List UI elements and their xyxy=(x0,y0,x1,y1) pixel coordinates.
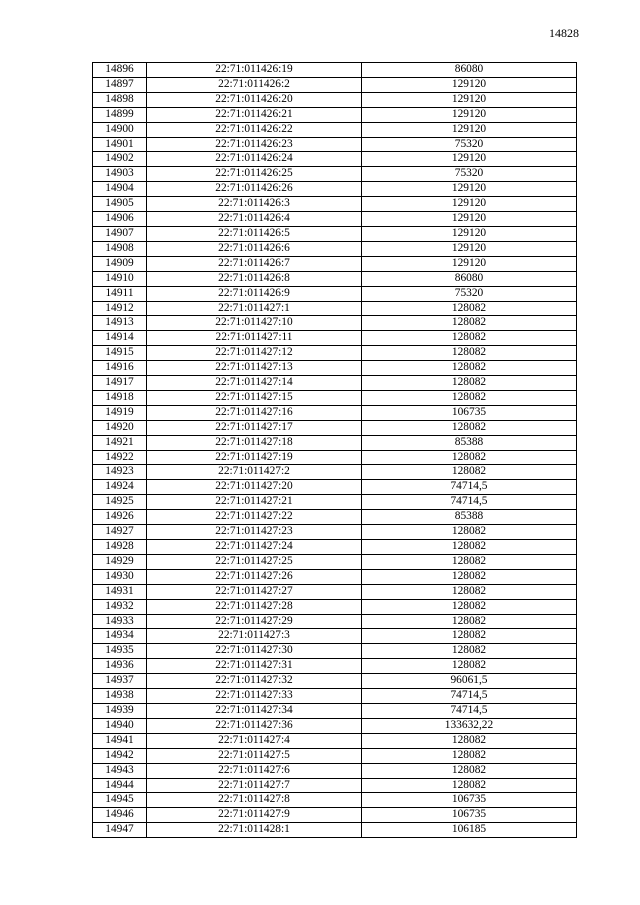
row-number-cell: 14904 xyxy=(93,182,147,197)
row-number-cell: 14930 xyxy=(93,569,147,584)
cadastral-number-cell: 22:71:011427:6 xyxy=(147,763,362,778)
cadastral-number-cell: 22:71:011426:24 xyxy=(147,152,362,167)
cadastral-value-cell: 106735 xyxy=(362,793,577,808)
row-number-cell: 14936 xyxy=(93,659,147,674)
table-row xyxy=(93,376,577,391)
table-row xyxy=(93,793,577,808)
table-row xyxy=(93,390,577,405)
cadastral-value-cell: 128082 xyxy=(362,778,577,793)
table-row xyxy=(93,405,577,420)
row-number-cell: 14924 xyxy=(93,480,147,495)
row-number-cell: 14937 xyxy=(93,674,147,689)
cadastral-value-cell: 106735 xyxy=(362,808,577,823)
table-row xyxy=(93,361,577,376)
row-number-cell: 14935 xyxy=(93,644,147,659)
cadastral-value-cell: 106185 xyxy=(362,823,577,838)
row-number-cell: 14900 xyxy=(93,122,147,137)
cadastral-value-cell: 128082 xyxy=(362,644,577,659)
table-row xyxy=(93,569,577,584)
cadastral-value-cell: 86080 xyxy=(362,271,577,286)
cadastral-number-cell: 22:71:011426:21 xyxy=(147,107,362,122)
row-number-cell: 14939 xyxy=(93,703,147,718)
table-row xyxy=(93,226,577,241)
cadastral-number-cell: 22:71:011426:25 xyxy=(147,167,362,182)
cadastral-value-cell: 128082 xyxy=(362,361,577,376)
cadastral-number-cell: 22:71:011427:10 xyxy=(147,316,362,331)
row-number-cell: 14913 xyxy=(93,316,147,331)
table-row xyxy=(93,480,577,495)
table-row xyxy=(93,331,577,346)
cadastral-number-cell: 22:71:011426:9 xyxy=(147,286,362,301)
table-row xyxy=(93,540,577,555)
cadastral-number-cell: 22:71:011426:19 xyxy=(147,63,362,78)
cadastral-value-cell: 128082 xyxy=(362,614,577,629)
table-row xyxy=(93,495,577,510)
table-row xyxy=(93,122,577,137)
table-row xyxy=(93,778,577,793)
row-number-cell: 14944 xyxy=(93,778,147,793)
cadastral-value-cell: 128082 xyxy=(362,748,577,763)
page-number: 14828 xyxy=(549,26,579,40)
cadastral-value-cell: 129120 xyxy=(362,212,577,227)
cadastral-value-cell: 129120 xyxy=(362,226,577,241)
row-number-cell: 14928 xyxy=(93,540,147,555)
row-number-cell: 14914 xyxy=(93,331,147,346)
cadastral-number-cell: 22:71:011427:21 xyxy=(147,495,362,510)
cadastral-value-cell: 128082 xyxy=(362,376,577,391)
table-row xyxy=(93,137,577,152)
table-row xyxy=(93,584,577,599)
cadastral-number-cell: 22:71:011427:12 xyxy=(147,346,362,361)
cadastral-value-cell: 129120 xyxy=(362,256,577,271)
cadastral-number-cell: 22:71:011426:26 xyxy=(147,182,362,197)
cadastral-value-cell: 128082 xyxy=(362,629,577,644)
cadastral-number-cell: 22:71:011427:17 xyxy=(147,420,362,435)
table-body xyxy=(93,63,577,838)
table-row xyxy=(93,748,577,763)
row-number-cell: 14927 xyxy=(93,525,147,540)
row-number-cell: 14907 xyxy=(93,226,147,241)
table-row xyxy=(93,465,577,480)
cadastral-number-cell: 22:71:011427:1 xyxy=(147,301,362,316)
cadastral-number-cell: 22:71:011427:26 xyxy=(147,569,362,584)
cadastral-number-cell: 22:71:011427:7 xyxy=(147,778,362,793)
cadastral-value-cell: 128082 xyxy=(362,420,577,435)
table-row xyxy=(93,256,577,271)
cadastral-value-cell: 128082 xyxy=(362,599,577,614)
table-row xyxy=(93,510,577,525)
table-row xyxy=(93,450,577,465)
row-number-cell: 14941 xyxy=(93,733,147,748)
cadastral-number-cell: 22:71:011427:28 xyxy=(147,599,362,614)
cadastral-value-cell: 129120 xyxy=(362,122,577,137)
row-number-cell: 14931 xyxy=(93,584,147,599)
table-row xyxy=(93,301,577,316)
cadastral-value-cell: 74714,5 xyxy=(362,495,577,510)
cadastral-number-cell: 22:71:011427:3 xyxy=(147,629,362,644)
cadastral-value-cell: 128082 xyxy=(362,525,577,540)
cadastral-number-cell: 22:71:011426:20 xyxy=(147,92,362,107)
row-number-cell: 14909 xyxy=(93,256,147,271)
row-number-cell: 14897 xyxy=(93,77,147,92)
cadastral-value-cell: 129120 xyxy=(362,77,577,92)
row-number-cell: 14915 xyxy=(93,346,147,361)
cadastral-value-cell: 75320 xyxy=(362,137,577,152)
table-row xyxy=(93,659,577,674)
table-row xyxy=(93,77,577,92)
table-row xyxy=(93,689,577,704)
row-number-cell: 14903 xyxy=(93,167,147,182)
cadastral-number-cell: 22:71:011428:1 xyxy=(147,823,362,838)
cadastral-number-cell: 22:71:011427:8 xyxy=(147,793,362,808)
row-number-cell: 14929 xyxy=(93,554,147,569)
table-row xyxy=(93,614,577,629)
cadastral-number-cell: 22:71:011426:22 xyxy=(147,122,362,137)
cadastral-value-cell: 85388 xyxy=(362,510,577,525)
row-number-cell: 14932 xyxy=(93,599,147,614)
cadastral-value-cell: 128082 xyxy=(362,540,577,555)
row-number-cell: 14908 xyxy=(93,241,147,256)
cadastral-value-cell: 128082 xyxy=(362,465,577,480)
row-number-cell: 14911 xyxy=(93,286,147,301)
cadastral-number-cell: 22:71:011427:16 xyxy=(147,405,362,420)
table-row xyxy=(93,644,577,659)
cadastral-number-cell: 22:71:011427:32 xyxy=(147,674,362,689)
cadastral-value-cell: 86080 xyxy=(362,63,577,78)
cadastral-number-cell: 22:71:011427:2 xyxy=(147,465,362,480)
cadastral-number-cell: 22:71:011427:33 xyxy=(147,689,362,704)
row-number-cell: 14906 xyxy=(93,212,147,227)
cadastral-number-cell: 22:71:011426:5 xyxy=(147,226,362,241)
row-number-cell: 14918 xyxy=(93,390,147,405)
cadastral-number-cell: 22:71:011427:22 xyxy=(147,510,362,525)
cadastral-value-cell: 129120 xyxy=(362,182,577,197)
table-row xyxy=(93,152,577,167)
table-row xyxy=(93,241,577,256)
cadastral-value-cell: 129120 xyxy=(362,92,577,107)
cadastral-number-cell: 22:71:011427:4 xyxy=(147,733,362,748)
cadastral-number-cell: 22:71:011427:5 xyxy=(147,748,362,763)
cadastral-number-cell: 22:71:011426:8 xyxy=(147,271,362,286)
cadastral-value-cell: 129120 xyxy=(362,152,577,167)
row-number-cell: 14933 xyxy=(93,614,147,629)
cadastral-value-table xyxy=(92,62,577,838)
row-number-cell: 14901 xyxy=(93,137,147,152)
table-row xyxy=(93,197,577,212)
cadastral-value-cell: 129120 xyxy=(362,241,577,256)
cadastral-number-cell: 22:71:011426:3 xyxy=(147,197,362,212)
row-number-cell: 14934 xyxy=(93,629,147,644)
cadastral-number-cell: 22:71:011427:15 xyxy=(147,390,362,405)
row-number-cell: 14902 xyxy=(93,152,147,167)
row-number-cell: 14921 xyxy=(93,435,147,450)
table-row xyxy=(93,63,577,78)
table-row xyxy=(93,808,577,823)
cadastral-number-cell: 22:71:011427:27 xyxy=(147,584,362,599)
row-number-cell: 14946 xyxy=(93,808,147,823)
row-number-cell: 14919 xyxy=(93,405,147,420)
table-row xyxy=(93,554,577,569)
row-number-cell: 14896 xyxy=(93,63,147,78)
cadastral-value-cell: 74714,5 xyxy=(362,689,577,704)
row-number-cell: 14940 xyxy=(93,718,147,733)
cadastral-number-cell: 22:71:011427:29 xyxy=(147,614,362,629)
cadastral-value-cell: 128082 xyxy=(362,346,577,361)
cadastral-number-cell: 22:71:011427:14 xyxy=(147,376,362,391)
cadastral-value-cell: 128082 xyxy=(362,554,577,569)
table-row xyxy=(93,107,577,122)
cadastral-number-cell: 22:71:011426:7 xyxy=(147,256,362,271)
cadastral-number-cell: 22:71:011427:36 xyxy=(147,718,362,733)
row-number-cell: 14926 xyxy=(93,510,147,525)
cadastral-number-cell: 22:71:011427:23 xyxy=(147,525,362,540)
cadastral-value-cell: 128082 xyxy=(362,450,577,465)
cadastral-number-cell: 22:71:011426:2 xyxy=(147,77,362,92)
cadastral-number-cell: 22:71:011427:13 xyxy=(147,361,362,376)
cadastral-value-cell: 106735 xyxy=(362,405,577,420)
row-number-cell: 14942 xyxy=(93,748,147,763)
cadastral-number-cell: 22:71:011427:19 xyxy=(147,450,362,465)
table-row xyxy=(93,92,577,107)
table-row xyxy=(93,733,577,748)
cadastral-value-cell: 128082 xyxy=(362,584,577,599)
table-row xyxy=(93,435,577,450)
row-number-cell: 14945 xyxy=(93,793,147,808)
cadastral-number-cell: 22:71:011427:34 xyxy=(147,703,362,718)
row-number-cell: 14947 xyxy=(93,823,147,838)
row-number-cell: 14917 xyxy=(93,376,147,391)
row-number-cell: 14925 xyxy=(93,495,147,510)
table-row xyxy=(93,629,577,644)
cadastral-value-cell: 129120 xyxy=(362,197,577,212)
row-number-cell: 14905 xyxy=(93,197,147,212)
row-number-cell: 14943 xyxy=(93,763,147,778)
table-row xyxy=(93,763,577,778)
row-number-cell: 14938 xyxy=(93,689,147,704)
cadastral-value-cell: 85388 xyxy=(362,435,577,450)
table-row xyxy=(93,212,577,227)
cadastral-number-cell: 22:71:011427:18 xyxy=(147,435,362,450)
cadastral-value-cell: 74714,5 xyxy=(362,703,577,718)
cadastral-value-cell: 128082 xyxy=(362,316,577,331)
table-row xyxy=(93,718,577,733)
table-row xyxy=(93,674,577,689)
cadastral-value-cell: 128082 xyxy=(362,763,577,778)
row-number-cell: 14923 xyxy=(93,465,147,480)
row-number-cell: 14922 xyxy=(93,450,147,465)
cadastral-value-cell: 75320 xyxy=(362,286,577,301)
cadastral-number-cell: 22:71:011427:9 xyxy=(147,808,362,823)
cadastral-number-cell: 22:71:011427:24 xyxy=(147,540,362,555)
table-row xyxy=(93,525,577,540)
cadastral-number-cell: 22:71:011426:6 xyxy=(147,241,362,256)
table-row xyxy=(93,182,577,197)
table-row xyxy=(93,346,577,361)
cadastral-value-cell: 128082 xyxy=(362,659,577,674)
cadastral-value-cell: 128082 xyxy=(362,301,577,316)
cadastral-number-cell: 22:71:011426:4 xyxy=(147,212,362,227)
row-number-cell: 14898 xyxy=(93,92,147,107)
cadastral-value-cell: 129120 xyxy=(362,107,577,122)
cadastral-value-cell: 74714,5 xyxy=(362,480,577,495)
cadastral-value-cell: 75320 xyxy=(362,167,577,182)
table-row xyxy=(93,703,577,718)
cadastral-number-cell: 22:71:011427:11 xyxy=(147,331,362,346)
table-row xyxy=(93,286,577,301)
cadastral-number-cell: 22:71:011427:30 xyxy=(147,644,362,659)
row-number-cell: 14912 xyxy=(93,301,147,316)
table-row xyxy=(93,167,577,182)
row-number-cell: 14916 xyxy=(93,361,147,376)
row-number-cell: 14920 xyxy=(93,420,147,435)
row-number-cell: 14899 xyxy=(93,107,147,122)
cadastral-number-cell: 22:71:011427:20 xyxy=(147,480,362,495)
table-row xyxy=(93,599,577,614)
cadastral-value-cell: 133632,22 xyxy=(362,718,577,733)
cadastral-value-cell: 96061,5 xyxy=(362,674,577,689)
table-row xyxy=(93,420,577,435)
table-row xyxy=(93,823,577,838)
cadastral-value-cell: 128082 xyxy=(362,390,577,405)
row-number-cell: 14910 xyxy=(93,271,147,286)
cadastral-value-cell: 128082 xyxy=(362,569,577,584)
cadastral-number-cell: 22:71:011427:25 xyxy=(147,554,362,569)
table-row xyxy=(93,316,577,331)
table-row xyxy=(93,271,577,286)
cadastral-value-cell: 128082 xyxy=(362,733,577,748)
cadastral-number-cell: 22:71:011426:23 xyxy=(147,137,362,152)
cadastral-number-cell: 22:71:011427:31 xyxy=(147,659,362,674)
cadastral-value-cell: 128082 xyxy=(362,331,577,346)
